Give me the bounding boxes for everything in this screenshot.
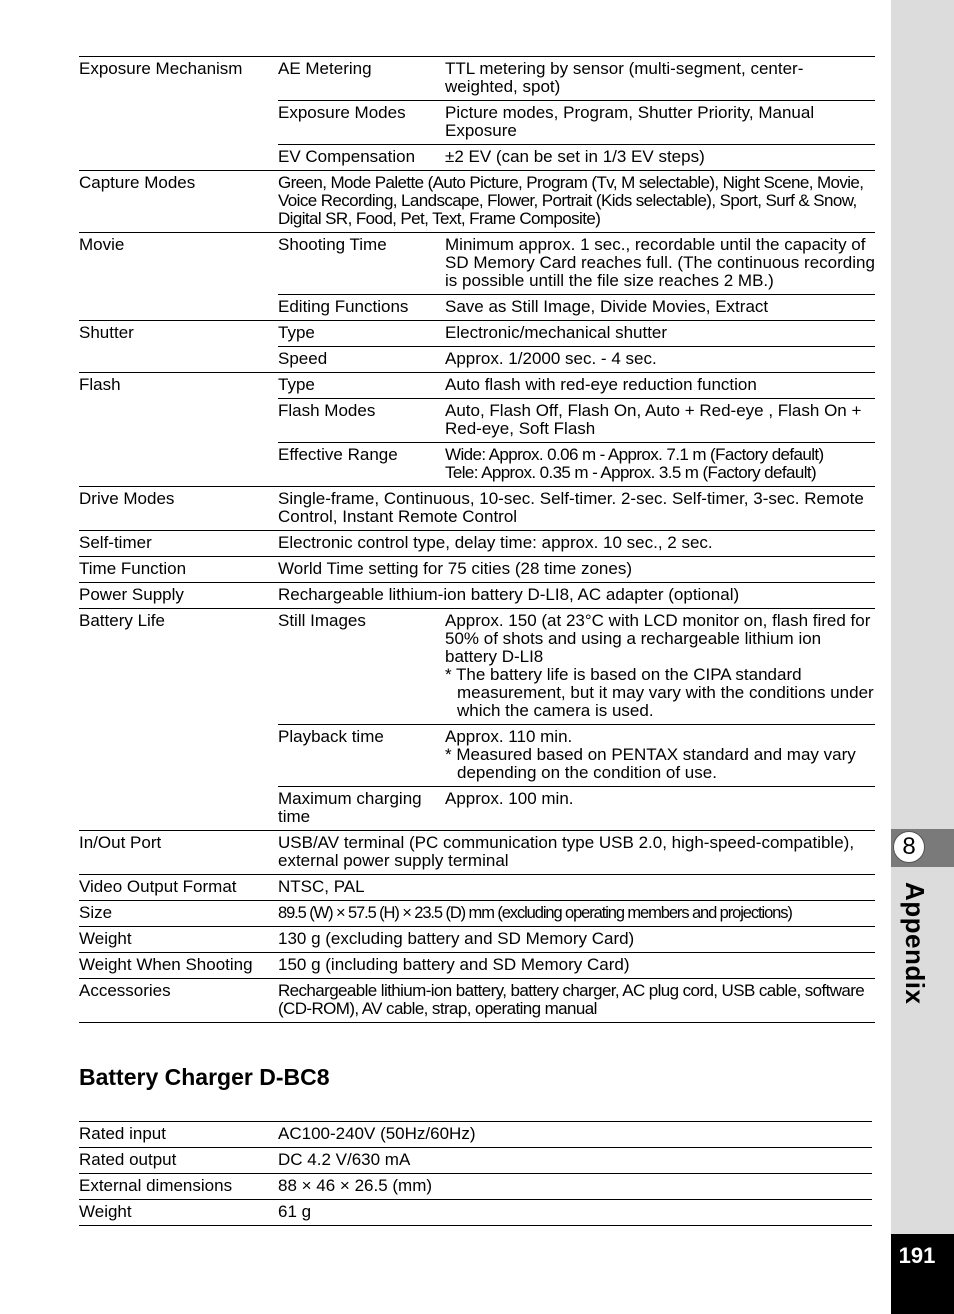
spec-label: Battery Life <box>79 609 278 831</box>
spec-value: 130 g (excluding battery and SD Memory Card) <box>278 927 875 953</box>
spec-row-accessories <box>79 979 875 1023</box>
spec-sublabel: Exposure Modes <box>278 101 445 145</box>
spec-value: Electronic/mechanical shutter <box>445 321 875 347</box>
spec-row-selftimer <box>79 531 875 557</box>
spec-label: Weight <box>79 927 278 953</box>
spec-label: Size <box>79 901 278 927</box>
specifications-table <box>79 56 875 1023</box>
spec-row-time <box>79 557 875 583</box>
charger-label: Rated input <box>79 1122 278 1148</box>
spec-sublabel: Effective Range <box>278 443 445 487</box>
spec-sublabel: Speed <box>278 347 445 373</box>
spec-value: Electronic control type, delay time: approx. 10 sec., 2 sec. <box>278 531 875 557</box>
spec-label: Exposure Mechanism <box>79 57 278 171</box>
charger-label: External dimensions <box>79 1174 278 1200</box>
spec-row-weight-shooting <box>79 953 875 979</box>
spec-sublabel: Editing Functions <box>278 295 445 321</box>
battery-still-value: Approx. 150 (at 23°C with LCD monitor on, flash fired for 50% of shots and using a rechargeable lithium ion battery D-LI8 <box>445 611 871 666</box>
spec-value: Minimum approx. 1 sec., recordable until the capacity of SD Memory Card reaches full. (The continuous recording is possible untill the file size reaches 2 MB.) <box>445 233 875 295</box>
spec-label: Drive Modes <box>79 487 278 531</box>
charger-row <box>79 1122 872 1148</box>
spec-value: Auto, Flash Off, Flash On, Auto + Red-eye , Flash On + Red-eye, Soft Flash <box>445 399 875 443</box>
spec-value: Auto flash with red-eye reduction function <box>445 373 875 399</box>
spec-value: NTSC, PAL <box>278 875 875 901</box>
spec-label: Shutter <box>79 321 278 373</box>
spec-label: Self-timer <box>79 531 278 557</box>
spec-row-exposure <box>79 57 875 101</box>
spec-label: Movie <box>79 233 278 321</box>
flash-range-wide: Wide: Approx. 0.06 m - Approx. 7.1 m (Factory default) <box>445 445 824 464</box>
battery-playback-value: Approx. 110 min. <box>445 727 573 746</box>
spec-value: Save as Still Image, Divide Movies, Extract <box>445 295 875 321</box>
spec-sublabel: Type <box>278 321 445 347</box>
spec-sublabel: Shooting Time <box>278 233 445 295</box>
spec-sublabel: Flash Modes <box>278 399 445 443</box>
spec-label: Video Output Format <box>79 875 278 901</box>
spec-row-shutter <box>79 321 875 347</box>
spec-label: Weight When Shooting <box>79 953 278 979</box>
spec-value: Rechargeable lithium-ion battery D-LI8, AC adapter (optional) <box>278 583 875 609</box>
spec-label: Time Function <box>79 557 278 583</box>
battery-still-note: * The battery life is based on the CIPA standard measurement, but it may vary with the conditions under which the camera is used. <box>445 665 874 720</box>
charger-row <box>79 1174 872 1200</box>
spec-sublabel: Still Images <box>278 609 445 725</box>
spec-value: Green, Mode Palette (Auto Picture, Program (Tv, M selectable), Night Scene, Movie, Voice Recording, Landscape, Flower, Portrait (Kids selectable), Sport, Surf & Snow, Digital SR, Food, Pet, Text, Frame Composite) <box>278 171 875 233</box>
chapter-sidebar <box>891 0 954 1314</box>
specifications-table-container <box>79 56 875 1023</box>
spec-value <box>445 443 875 487</box>
spec-label: Capture Modes <box>79 171 278 233</box>
spec-row-video <box>79 875 875 901</box>
spec-row-weight <box>79 927 875 953</box>
charger-table-container <box>79 1121 872 1226</box>
battery-playback-note: * Measured based on PENTAX standard and may vary depending on the condition of use. <box>445 745 856 782</box>
charger-row <box>79 1148 872 1174</box>
charger-label: Rated output <box>79 1148 278 1174</box>
spec-label: Power Supply <box>79 583 278 609</box>
spec-row-size <box>79 901 875 927</box>
spec-row-capture <box>79 171 875 233</box>
spec-sublabel: AE Metering <box>278 57 445 101</box>
spec-value: 150 g (including battery and SD Memory Card) <box>278 953 875 979</box>
charger-value: DC 4.2 V/630 mA <box>278 1148 872 1174</box>
chapter-number-badge: 8 <box>893 831 925 863</box>
spec-label: Accessories <box>79 979 278 1023</box>
charger-row <box>79 1200 872 1226</box>
spec-row-port <box>79 831 875 875</box>
spec-value: USB/AV terminal (PC communication type USB 2.0, high-speed-compatible), external power supply terminal <box>278 831 875 875</box>
spec-value: Approx. 1/2000 sec. - 4 sec. <box>445 347 875 373</box>
spec-value <box>445 609 875 725</box>
spec-value <box>445 725 875 787</box>
spec-value: Approx. 100 min. <box>445 787 875 831</box>
spec-label: In/Out Port <box>79 831 278 875</box>
chapter-title: Appendix <box>900 882 930 1005</box>
spec-row-drive <box>79 487 875 531</box>
spec-sublabel: Type <box>278 373 445 399</box>
spec-value: Picture modes, Program, Shutter Priority, Manual Exposure <box>445 101 875 145</box>
charger-table <box>79 1121 872 1226</box>
spec-label: Flash <box>79 373 278 487</box>
spec-sublabel: EV Compensation <box>278 145 445 171</box>
spec-row-battery <box>79 609 875 725</box>
flash-range-tele: Tele: Approx. 0.35 m - Approx. 3.5 m (Factory default) <box>445 463 817 482</box>
charger-value: AC100-240V (50Hz/60Hz) <box>278 1122 872 1148</box>
spec-value: World Time setting for 75 cities (28 time zones) <box>278 557 875 583</box>
spec-sublabel: Playback time <box>278 725 445 787</box>
charger-value: 88 × 46 × 26.5 (mm) <box>278 1174 872 1200</box>
charger-section-title: Battery Charger D-BC8 <box>79 1064 330 1090</box>
page-number: 191 <box>898 1243 936 1268</box>
spec-value: 89.5 (W) × 57.5 (H) × 23.5 (D) mm (excluding operating members and projections) <box>278 901 875 927</box>
spec-value: Rechargeable lithium-ion battery, battery charger, AC plug cord, USB cable, software (CD-ROM), AV cable, strap, operating manual <box>278 979 875 1023</box>
spec-value: TTL metering by sensor (multi-segment, center-weighted, spot) <box>445 57 875 101</box>
charger-value: 61 g <box>278 1200 872 1226</box>
spec-value: Single-frame, Continuous, 10-sec. Self-timer. 2-sec. Self-timer, 3-sec. Remote Control, Instant Remote Control <box>278 487 875 531</box>
spec-row-flash <box>79 373 875 399</box>
spec-value: ±2 EV (can be set in 1/3 EV steps) <box>445 145 875 171</box>
charger-label: Weight <box>79 1200 278 1226</box>
spec-row-movie <box>79 233 875 295</box>
spec-sublabel: Maximum charging time <box>278 787 445 831</box>
spec-row-power <box>79 583 875 609</box>
